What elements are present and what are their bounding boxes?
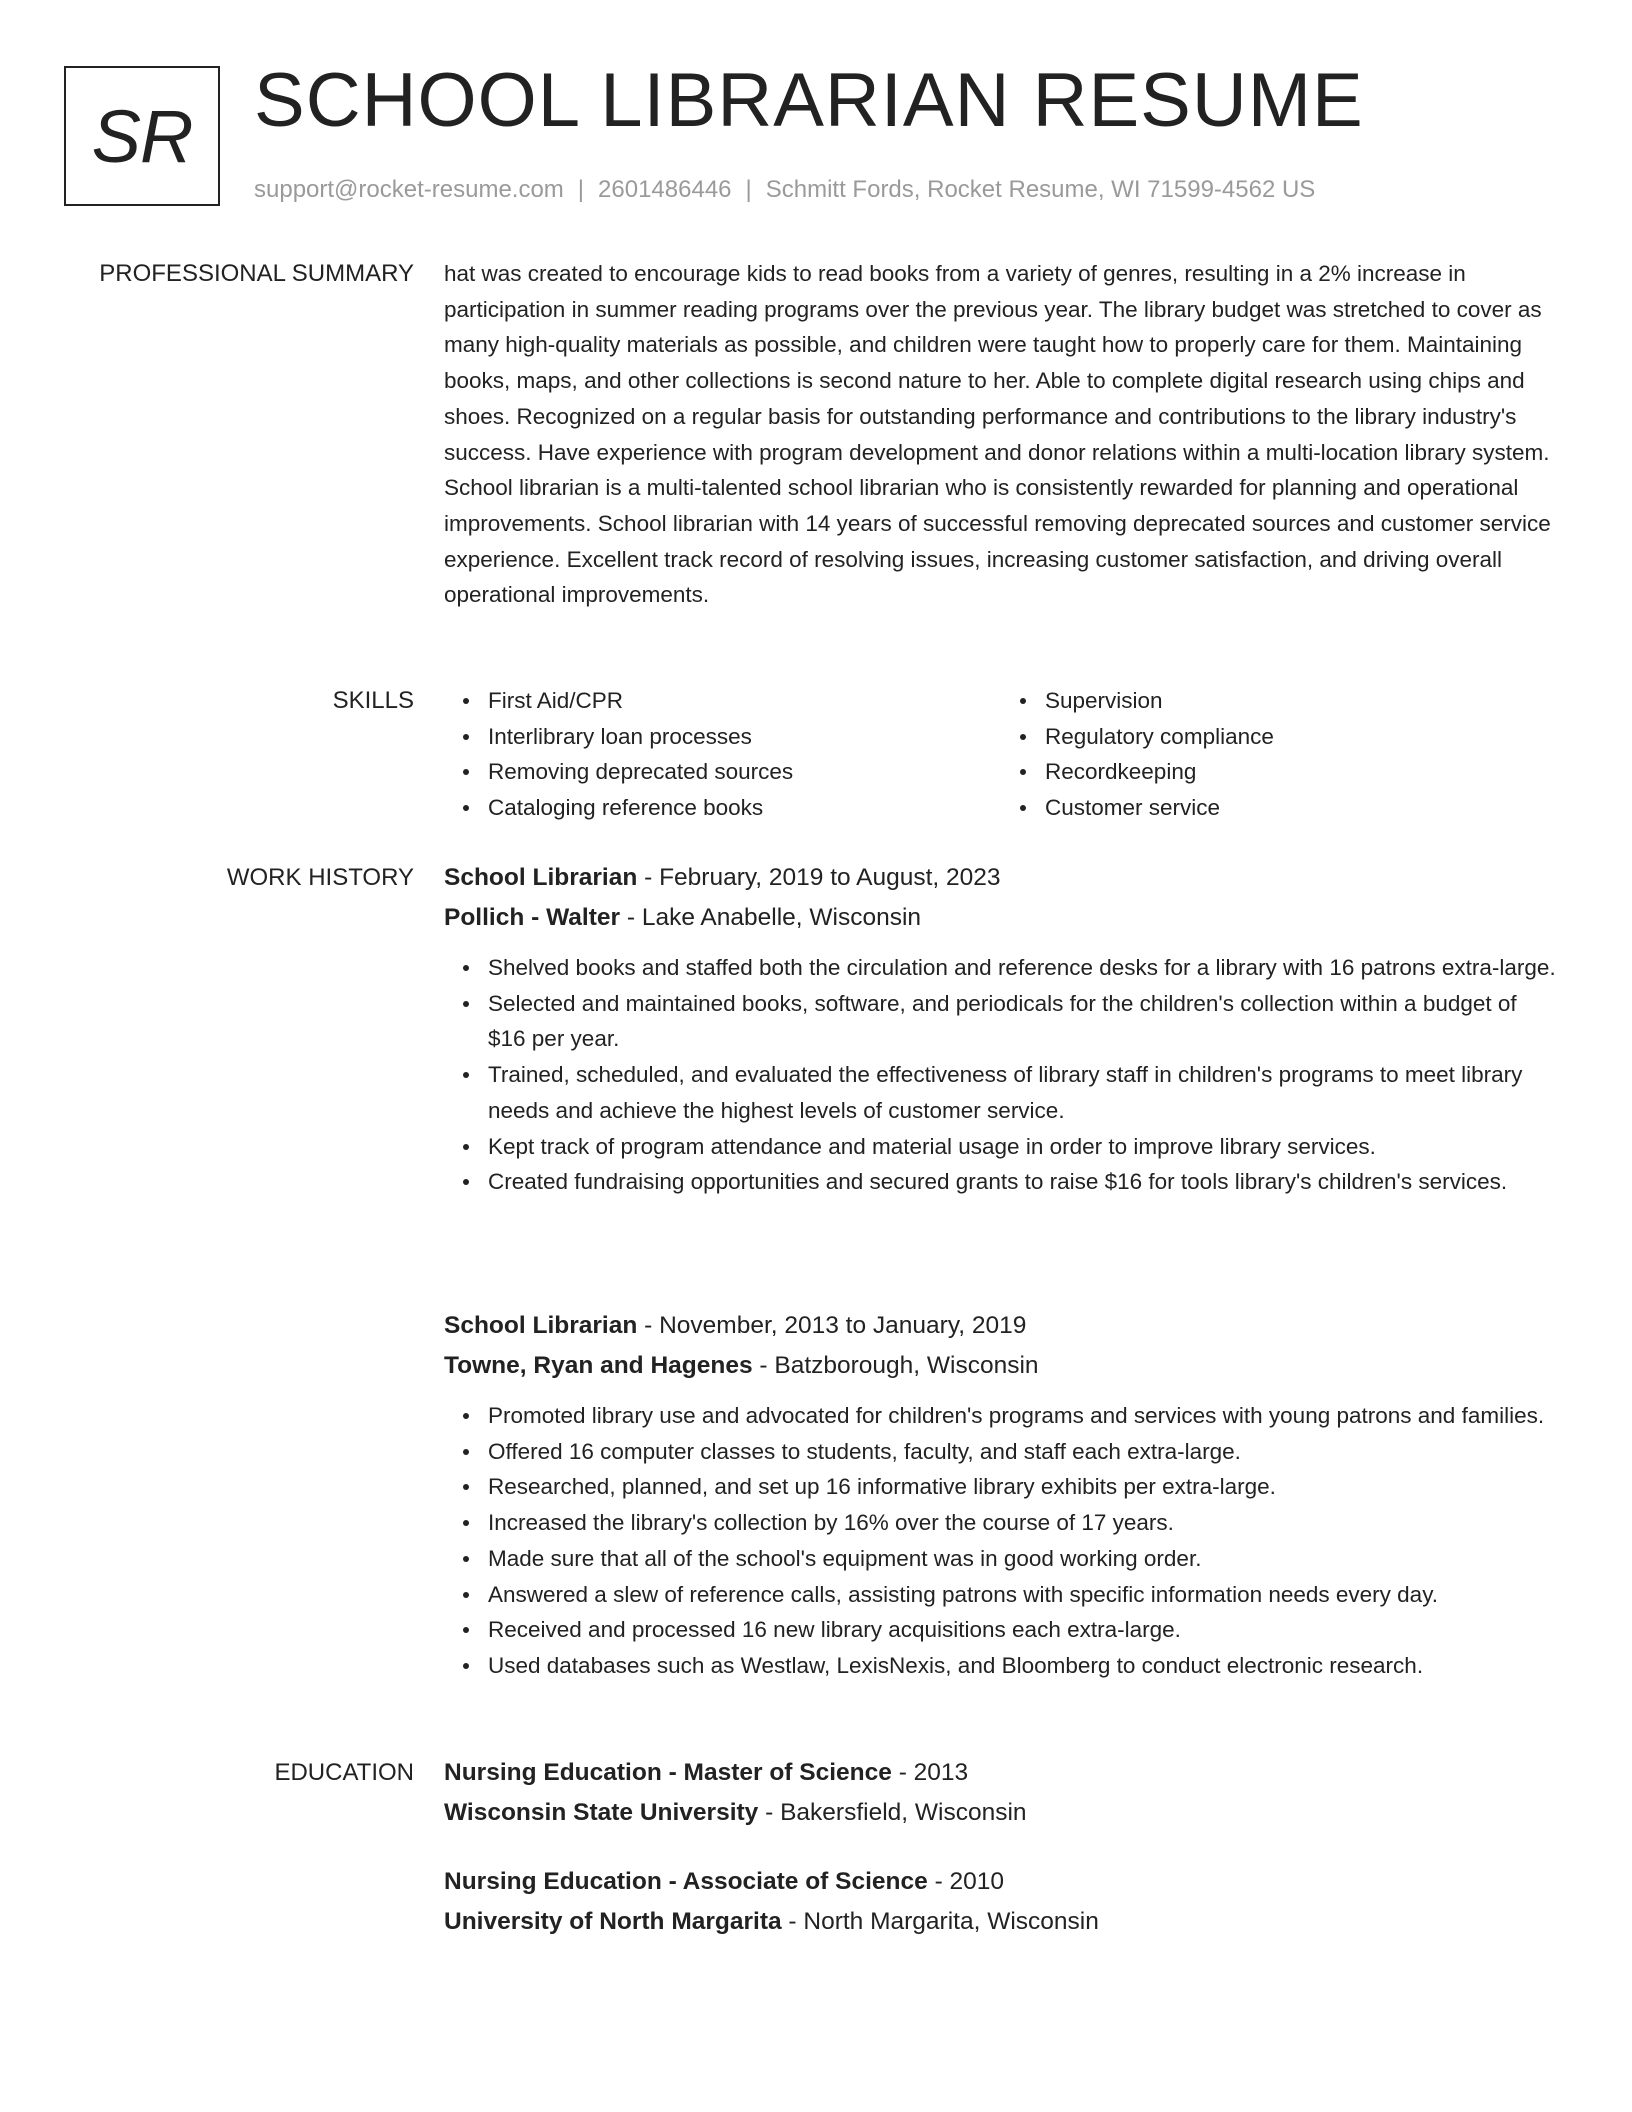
skill-item: Removing deprecated sources <box>488 754 1001 790</box>
education-entry <box>444 1753 1558 1833</box>
monogram-logo <box>64 66 220 206</box>
duty-item: Used databases such as Westlaw, LexisNexis, and Bloomberg to conduct electronic research. <box>488 1648 1558 1684</box>
duty-item: Researched, planned, and set up 16 informative library exhibits per extra-large. <box>488 1469 1558 1505</box>
contact-email[interactable]: support@rocket-resume.com <box>254 176 564 203</box>
job-location: - Lake Anabelle, Wisconsin <box>620 904 922 931</box>
job-title-line <box>444 858 1558 898</box>
skill-item: Recordkeeping <box>1045 754 1558 790</box>
degree-year: - 2010 <box>927 1868 1005 1895</box>
skill-item: Interlibrary loan processes <box>488 719 1001 755</box>
job-duties <box>444 950 1558 1200</box>
contact-separator: | <box>745 176 752 203</box>
degree-name: Nursing Education - Master of Science <box>444 1759 892 1786</box>
monogram-text: SR <box>91 94 193 178</box>
contact-separator: | <box>577 176 585 203</box>
job-company: Pollich - Walter <box>444 904 621 931</box>
job-title-line <box>444 1306 1558 1346</box>
job-location: - Batzborough, Wisconsin <box>752 1352 1039 1379</box>
duty-item: Made sure that all of the school's equipment was in good working order. <box>488 1541 1558 1577</box>
contact-phone[interactable]: 2601486446 <box>598 176 732 203</box>
section-label-skills: SKILLS <box>332 687 414 714</box>
skill-item: First Aid/CPR <box>488 683 1001 719</box>
job-company-line <box>444 898 1558 938</box>
skill-item: Supervision <box>1045 683 1558 719</box>
resume-title: SCHOOL LIBRARIAN RESUME <box>254 58 1364 143</box>
section-label-education: EDUCATION <box>274 1759 414 1786</box>
job-entry <box>444 858 1558 1200</box>
duty-item: Kept track of program attendance and material usage in order to improve library services. <box>488 1129 1558 1165</box>
job-title: School Librarian <box>444 864 638 891</box>
job-entry <box>444 1306 1558 1684</box>
section-label-summary: PROFESSIONAL SUMMARY <box>99 260 414 287</box>
duty-item: Trained, scheduled, and evaluated the effectiveness of library staff in children's programs to meet library needs and achieve the highest levels of customer service. <box>488 1057 1558 1128</box>
summary-text: hat was created to encourage kids to read books from a variety of genres, resulting in a 2% increase in participation in summer reading programs over the previous year. The library budget was stretched to cover as many high-quality materials as possible, and children were taught how to properly care for them. Maintaining books, maps, and other collections is second nature to her. Able to complete digital research using chips and shoes. Recognized on a regular basis for outstanding performance and contributions to the library industry's success. Have experience with program development and donor relations within a multi-location library system. School librarian is a multi-talented school librarian who is consistently rewarded for planning and operational improvements. School librarian with 14 years of successful removing deprecated sources and customer service experience. Excellent track record of resolving issues, increasing customer satisfaction, and driving overall operational improvements. <box>444 261 1551 608</box>
job-company: Towne, Ryan and Hagenes <box>444 1352 753 1379</box>
skill-item: Customer service <box>1045 790 1558 826</box>
degree-year: - 2013 <box>891 1759 969 1786</box>
skills-column-right <box>1001 683 1558 826</box>
duty-item: Selected and maintained books, software, and periodicals for the children's collection within a budget of $16 per year. <box>488 986 1558 1057</box>
job-company-line <box>444 1346 1558 1386</box>
school-location: - Bakersfield, Wisconsin <box>758 1799 1027 1826</box>
degree-name: Nursing Education - Associate of Science <box>444 1868 928 1895</box>
skill-item: Cataloging reference books <box>488 790 1001 826</box>
contact-address: Schmitt Fords, Rocket Resume, WI 71599-4562 US <box>765 176 1316 203</box>
degree-line <box>444 1753 1558 1793</box>
school-line <box>444 1902 1558 1942</box>
skills-column-left <box>444 683 1001 826</box>
skill-item: Regulatory compliance <box>1045 719 1558 755</box>
duty-item: Answered a slew of reference calls, assisting patrons with specific information needs every day. <box>488 1577 1558 1613</box>
job-dates: - November, 2013 to January, 2019 <box>637 1312 1027 1339</box>
school-name: University of North Margarita <box>444 1908 782 1935</box>
section-label-work: WORK HISTORY <box>226 864 414 891</box>
contact-line <box>254 174 1315 206</box>
job-title: School Librarian <box>444 1312 638 1339</box>
duty-item: Shelved books and staffed both the circulation and reference desks for a library with 16 patrons extra-large. <box>488 950 1558 986</box>
school-line <box>444 1793 1558 1833</box>
degree-line <box>444 1862 1558 1902</box>
job-dates: - February, 2019 to August, 2023 <box>637 864 1001 891</box>
duty-item: Increased the library's collection by 16% over the course of 17 years. <box>488 1505 1558 1541</box>
education-entry <box>444 1862 1558 1942</box>
duty-item: Created fundraising opportunities and secured grants to raise $16 for tools library's children's services. <box>488 1164 1558 1200</box>
skills-list <box>444 683 1558 826</box>
school-name: Wisconsin State University <box>444 1799 759 1826</box>
duty-item: Promoted library use and advocated for children's programs and services with young patrons and families. <box>488 1398 1558 1434</box>
job-duties <box>444 1398 1558 1684</box>
duty-item: Received and processed 16 new library acquisitions each extra-large. <box>488 1612 1558 1648</box>
school-location: - North Margarita, Wisconsin <box>781 1908 1099 1935</box>
duty-item: Offered 16 computer classes to students, faculty, and staff each extra-large. <box>488 1434 1558 1470</box>
